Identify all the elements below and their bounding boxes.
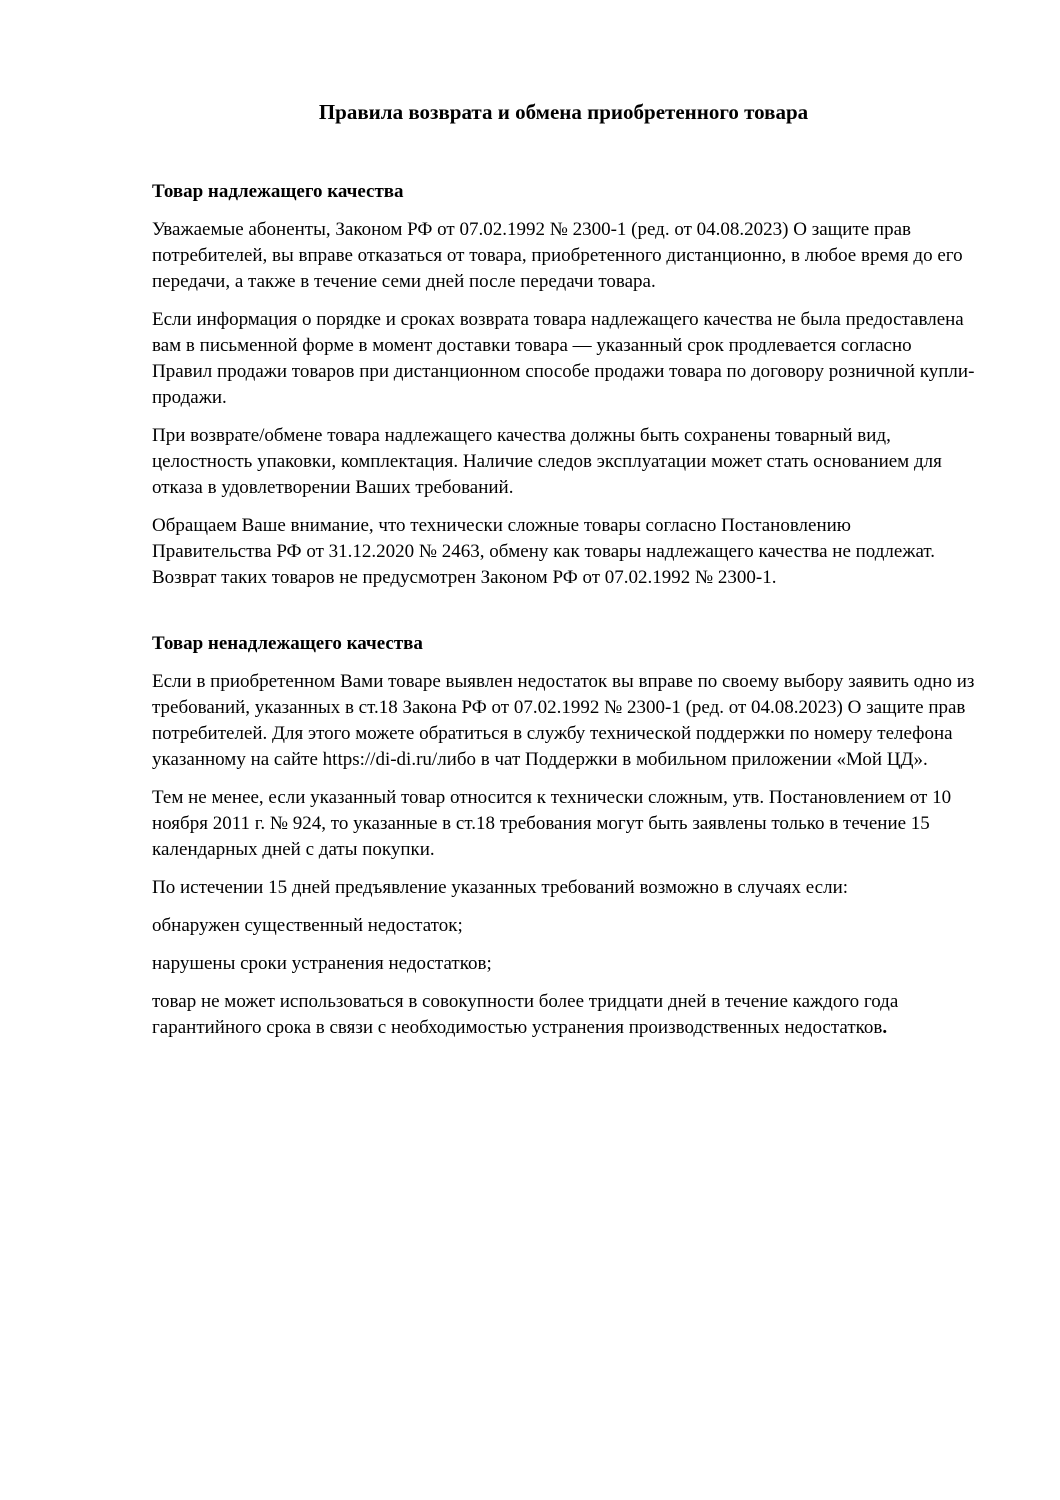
paragraph-return-term-extension: Если информация о порядке и сроках возврата товара надлежащего качества не была предоставлена вам в письменной форме в момент доставки товара — указанный срок продлевается согласно Правил продажи товаров при дистанционном способе продажи товара по договору розничной купли-продажи.: [152, 309, 975, 408]
paragraph-return-conditions: При возврате/обмене товара надлежащего качества должны быть сохранены товарный вид, целостность упаковки, комплектация. Наличие следов эксплуатации может стать основанием для отказа в удовлетворении Ваших требований.: [152, 425, 942, 498]
section-improper-quality-heading: Товар ненадлежащего качества: [152, 633, 423, 654]
paragraph-case-thirty-days-unusable: [152, 989, 975, 1041]
paragraph-defect-claims: Если в приобретенном Вами товаре выявлен недостаток вы вправе по своему выбору заявить одно из требований, указанных в ст.18 Закона РФ от 07.02.1992 № 2300-1 (ред. от 04.08.2023) О защите прав потребителей. Для этого можете обратиться в службу технической поддержки по номеру телефона указанному на сайте https://di-di.ru/либо в чат Поддержки в мобильном приложении «Мой ЦД».: [152, 671, 975, 770]
section-proper-quality: [152, 179, 975, 591]
paragraph-case-thirty-days-unusable-text: товар не может использоваться в совокупности более тридцати дней в течение каждого года гарантийного срока в связи с необходимостью устранения производственных недостатков: [152, 991, 899, 1038]
paragraph-15-days-rule: Тем не менее, если указанный товар относится к технически сложным, утв. Постановлением от 10 ноября 2011 г. № 924, то указанные в ст.18 требования могут быть заявлены только в течение 15 календарных дней с даты покупки.: [152, 787, 952, 860]
paragraph-after-15-days-intro: По истечении 15 дней предъявление указанных требований возможно в случаях если:: [152, 877, 849, 898]
section-proper-quality-heading: Товар надлежащего качества: [152, 181, 404, 202]
section-improper-quality: [152, 631, 975, 1041]
paragraph-case-significant-defect: обнаружен существенный недостаток;: [152, 915, 463, 936]
document-title: Правила возврата и обмена приобретенного товара: [318, 100, 809, 124]
paragraph-case-repair-deadline-violated: нарушены сроки устранения недостатков;: [152, 953, 492, 974]
paragraph-final-bold-period: .: [882, 1017, 888, 1038]
paragraph-distance-purchase-right: Уважаемые абоненты, Законом РФ от 07.02.1992 № 2300-1 (ред. от 04.08.2023) О защите прав потребителей, вы вправе отказаться от товара, приобретенного дистанционно, в любое время до его передачи, а также в течение семи дней после передачи товара.: [152, 219, 963, 292]
paragraph-technically-complex-goods: Обращаем Ваше внимание, что технически сложные товары согласно Постановлению Правительства РФ от 31.12.2020 № 2463, обмену как товары надлежащего качества не подлежат. Возврат таких товаров не предусмотрен Законом РФ от 07.02.1992 № 2300-1.: [152, 515, 936, 588]
